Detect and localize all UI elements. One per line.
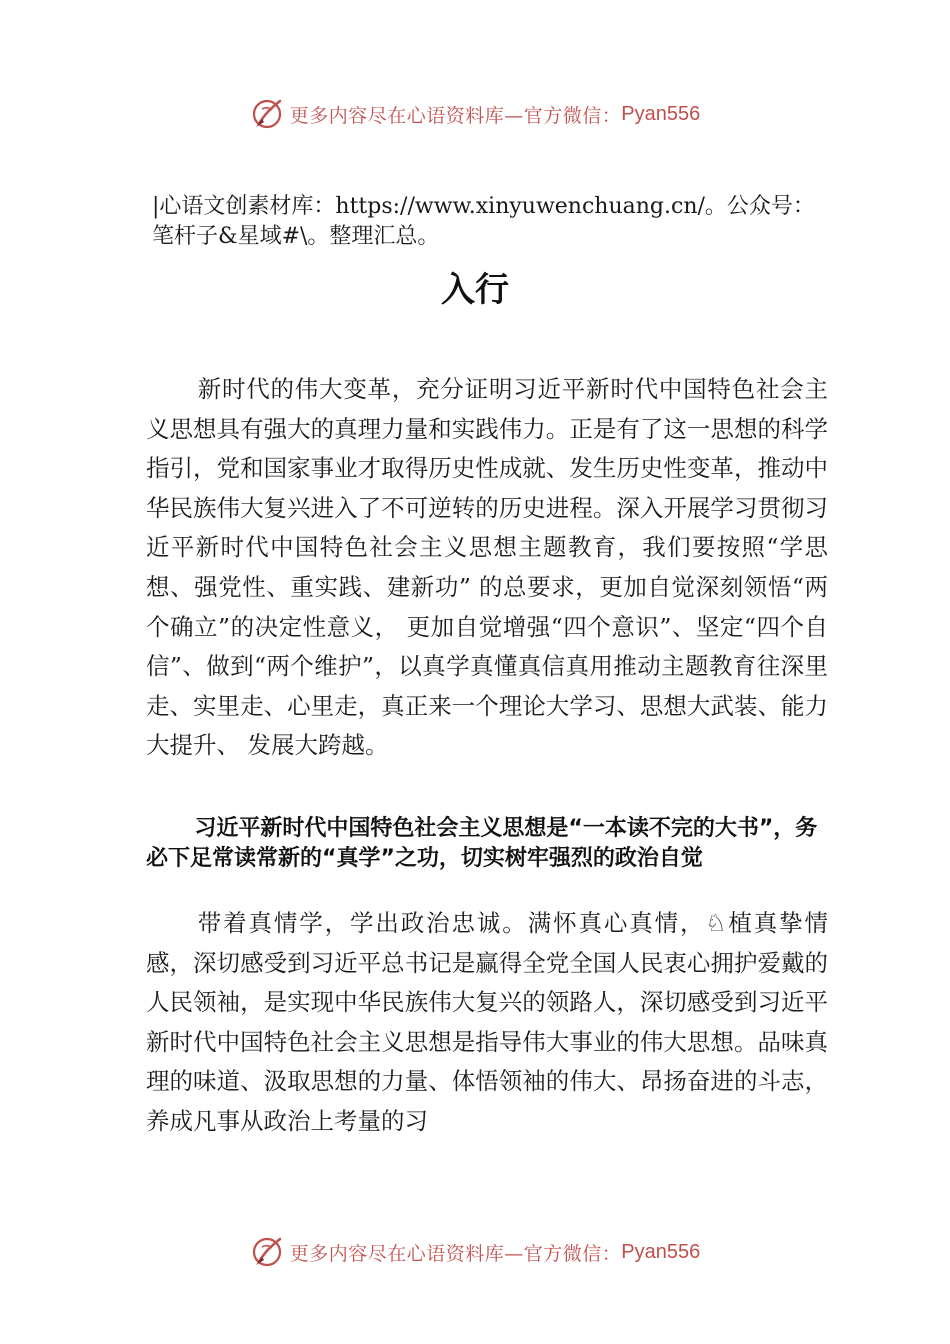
brush-logo-icon	[250, 1235, 284, 1269]
footer-watermark	[0, 1232, 950, 1272]
watermark-account: Pyan556	[621, 102, 701, 125]
page-title: 入行	[441, 270, 509, 310]
body-paragraph-1: 新时代的伟大变革，充分证明习近平新时代中国特色社会主义思想具有强大的真理力量和实践伟力。正是有了这一思想的科学指引，党和国家事业才取得历史性成就、发生历史性变革，推动中华民族伟大复兴进入了不可逆转的历史进程。深入开展学习贯彻习近平新时代中国特色社会主义思想主题教育，我们要按照“学思想、强党性、重实践、建新功” 的总要求，更加自觉深刻领悟“两个确立”的决定性意义， 更加自觉增强“四个意识”、坚定“四个自信”、做到“两个维护”，以真学真懂真信真用推动主题教育往深里走、实里走、心里走，真正来一个理论大学习、思想大武装、能力大提升、 发展大跨越。	[146, 375, 828, 760]
watermark-text: 更多内容尽在心语资料库—官方微信：	[289, 1242, 622, 1265]
body-paragraph-2: 带着真情学，学出政治忠诚。满怀真心真情，♘植真挚情感，深切感受到习近平总书记是赢得全党全国人民衷心拥护爱戴的人民领袖，是实现中华民族伟大复兴的领路人，深切感受到习近平新时代中国特色社会主义思想是指导伟大事业的伟大思想。品味真理的味道、汲取思想的力量、体悟领袖的伟大、昂扬奋进的斗志，养成凡事从政治上考量的习	[146, 909, 828, 1135]
watermark-account: Pyan556	[621, 1240, 701, 1263]
section-subheading: 习近平新时代中国特色社会主义思想是“一本读不完的大书”，务必下足常读常新的“真学”之功，切实树牢强烈的政治自觉	[146, 816, 818, 871]
source-line: |心语文创素材库：https://www.xinyuwenchuang.cn/。公众号：笔杆子&星域#\。整理汇总。	[152, 194, 815, 249]
brush-logo-icon	[250, 97, 284, 131]
header-watermark	[0, 94, 950, 134]
watermark-text: 更多内容尽在心语资料库—官方微信：	[289, 104, 622, 127]
